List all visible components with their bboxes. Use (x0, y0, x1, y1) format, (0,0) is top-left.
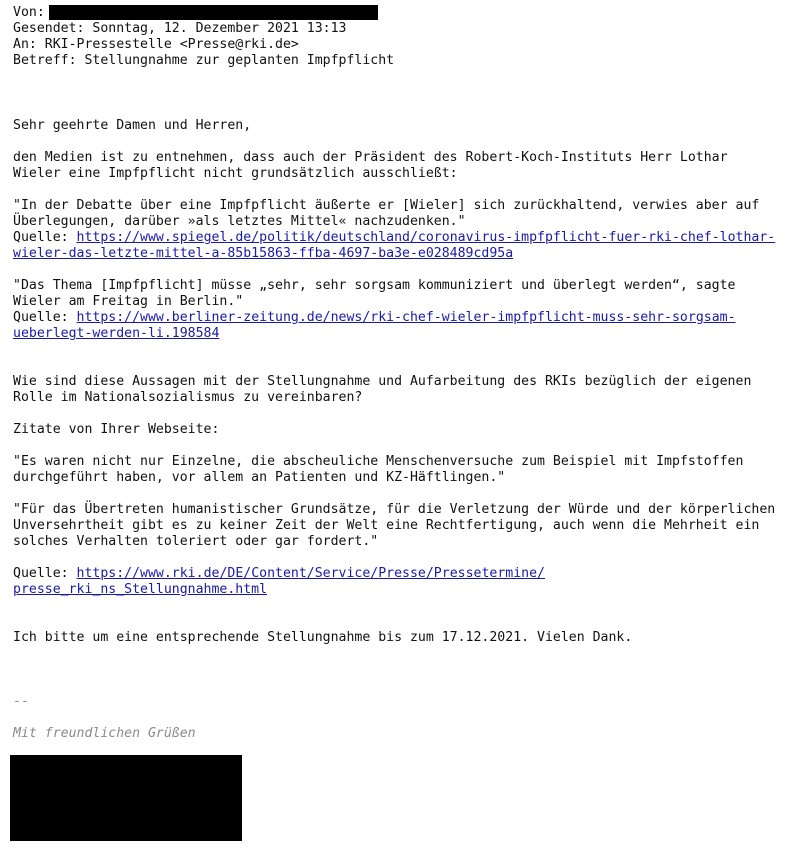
quote2-line-2: Wieler am Freitag in Berlin." (13, 294, 244, 309)
quote4-line-3: solches Verhalten toleriert oder gar fordert." (13, 534, 379, 549)
source-label: Quelle: (13, 310, 77, 325)
from-line (13, 5, 45, 21)
request-line: Ich bitte um eine entsprechende Stellungnahme bis zum 17.12.2021. Vielen Dank. (13, 630, 633, 645)
source1-line-2 (13, 246, 513, 262)
source-label: Quelle: (13, 566, 77, 581)
berliner-zeitung-link-part-1[interactable]: https://www.berliner-zeitung.de/news/rki-chef-wieler-impfpflicht-muss-sehr-sorgsam- (76, 310, 736, 325)
citations-intro: Zitate von Ihrer Webseite: (13, 422, 220, 437)
source1-line (13, 230, 775, 246)
to-line: An: RKI-Pressestelle <Presse@rki.de> (13, 37, 299, 52)
question-line-1: Wie sind diese Aussagen mit der Stellungnahme und Aufarbeitung des RKIs bezüglich der eigenen (13, 374, 752, 389)
signature-closing: Mit freundlichen Grüßen (13, 726, 196, 741)
quote1-line-2: Überlegungen, darüber »als letztes Mittel« nachzudenken." (13, 214, 466, 229)
greeting: Sehr geehrte Damen und Herren, (13, 118, 252, 133)
berliner-zeitung-link-part-2[interactable]: ueberlegt-werden-li.198584 (13, 326, 220, 341)
redacted-signature-box (10, 755, 242, 841)
source3-line (13, 566, 545, 582)
quote4-line-1: "Für das Übertreten humanistischer Grundsätze, für die Verletzung der Würde und der körperlichen (13, 502, 776, 517)
spiegel-link-part-2[interactable]: wieler-das-letzte-mittel-a-85b15863-ffba-4697-ba3e-e028489cd95a (13, 246, 514, 261)
quote4-line-2: Unversehrtheit gibt es zu keiner Zeit der Welt eine Rechtfertigung, auch wenn die Mehrheit ein (13, 518, 760, 533)
redacted-sender-box (49, 5, 378, 20)
question-line-2: Rolle im Nationalsozialismus zu vereinbaren? (13, 390, 363, 405)
rki-link-part-2[interactable]: presse_rki_ns_Stellungnahme.html (13, 582, 268, 597)
subject-line: Betreff: Stellungnahme zur geplanten Impfpflicht (13, 53, 395, 68)
source2-line-2 (13, 326, 219, 342)
quote2-line-1: "Das Thema [Impfpflicht] müsse „sehr, sehr sorgsam kommuniziert und überlegt werden“, sagte (13, 278, 736, 293)
source3-line-2 (13, 582, 267, 598)
spiegel-link-part-1[interactable]: https://www.spiegel.de/politik/deutschland/coronavirus-impfpflicht-fuer-rki-chef-lothar- (76, 230, 776, 245)
source2-line (13, 310, 736, 326)
quote3-line-2: durchgeführt haben, vor allem an Patienten und KZ-Häftlingen." (13, 470, 506, 485)
quote1-line-1: "In der Debatte über eine Impfpflicht äußerte er [Wieler] sich zurückhaltend, verwies aber auf (13, 198, 760, 213)
sent-line: Gesendet: Sonntag, 12. Dezember 2021 13:13 (13, 21, 347, 36)
from-label: Von: (13, 5, 45, 20)
quote3-line-1: "Es waren nicht nur Einzelne, die abscheuliche Menschenversuche zum Beispiel mit Impfstoffen (13, 454, 744, 469)
source-label: Quelle: (13, 230, 77, 245)
signature-separator: -- (13, 694, 29, 709)
intro-line-2: Wieler eine Impfpflicht nicht grundsätzlich ausschließt: (13, 166, 458, 181)
rki-link-part-1[interactable]: https://www.rki.de/DE/Content/Service/Presse/Pressetermine/ (76, 566, 545, 581)
intro-line-1: den Medien ist zu entnehmen, dass auch der Präsident des Robert-Koch-Instituts Herr Lothar (13, 150, 728, 165)
